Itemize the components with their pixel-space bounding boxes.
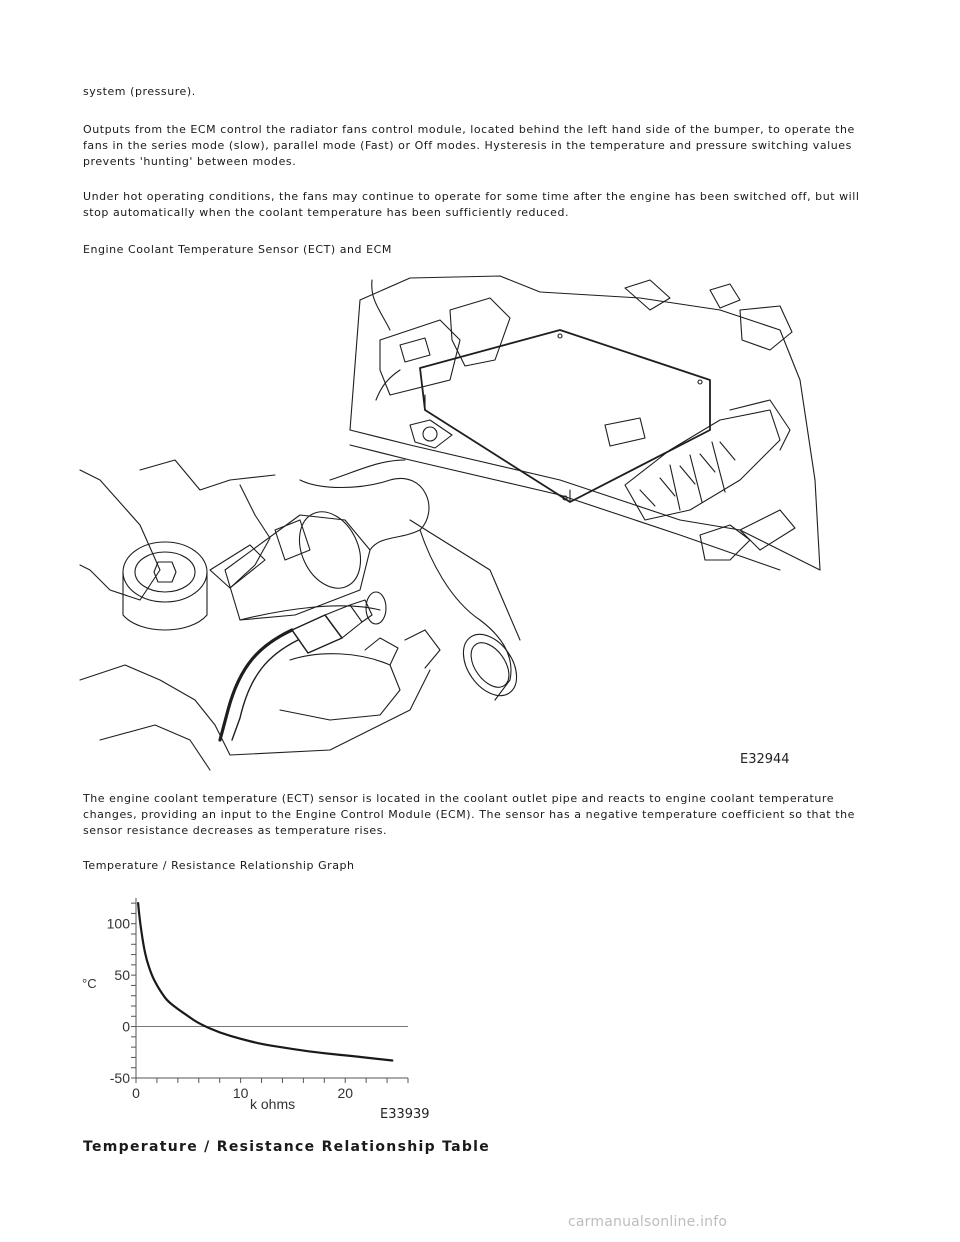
table-heading: Temperature / Resistance Relationship Table (83, 1139, 491, 1155)
y-tick-label: -50 (109, 1070, 130, 1086)
series-line (138, 903, 392, 1060)
paragraph-ect-description: The engine coolant temperature (ECT) sensor is located in the coolant outlet pipe and reacts to engine coolant temperature changes, providing an input to the Engine Control Module (ECM). The sensor has a negative temperature coefficient so that the sensor resistance decreases as temperature rises. (83, 792, 855, 837)
x-tick-label: 0 (132, 1085, 140, 1101)
paragraph-ecm-outputs: Outputs from the ECM control the radiator fans control module, located behind the left hand side of the bumper, to operate the fans in the series mode (slow), parallel mode (Fast) or Off modes. Hysteresis in the temperature and pressure switching values prevents 'hunting' between modes. (83, 123, 855, 168)
ect-ecm-illustration (80, 270, 840, 775)
y-tick-label: 0 (122, 1018, 130, 1035)
figure-label-e32944: E32944 (740, 752, 790, 767)
watermark-text: carmanualsonline.info (568, 1214, 728, 1230)
figure-label-e33939: E33939 (380, 1107, 430, 1122)
paragraph-hot-conditions: Under hot operating conditions, the fans may continue to operate for some time after the engine has been switched off, but will stop automatically when the coolant temperature has been sufficiently reduced. (83, 190, 860, 219)
y-tick-label: 50 (114, 967, 130, 984)
x-axis-label: k ohms (250, 1096, 296, 1112)
section-title-ect: Engine Coolant Temperature Sensor (ECT) and ECM (83, 243, 392, 256)
y-tick-label: 100 (106, 915, 130, 932)
x-tick-label: 10 (232, 1085, 249, 1101)
section-title-graph: Temperature / Resistance Relationship Graph (83, 859, 355, 872)
x-tick-label: 20 (337, 1085, 354, 1101)
y-axis-label: °C (82, 976, 97, 991)
temperature-resistance-chart (70, 890, 450, 1125)
paragraph-pressure: system (pressure). (83, 85, 196, 98)
